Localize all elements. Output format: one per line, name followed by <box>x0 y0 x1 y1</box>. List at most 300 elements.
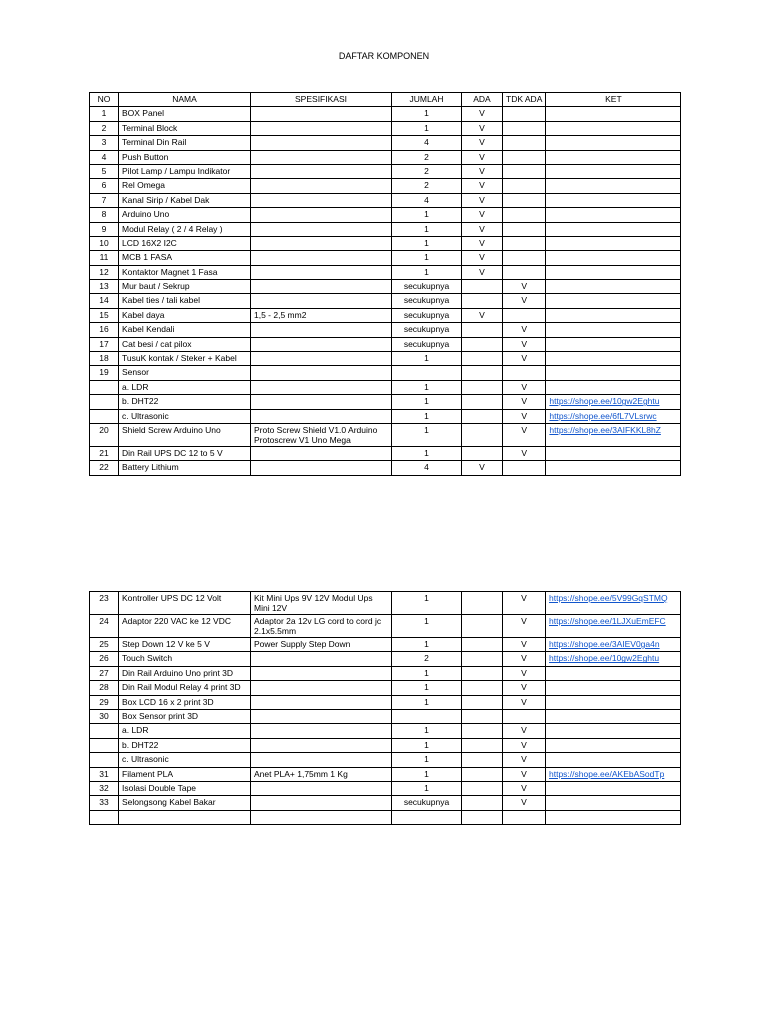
item-available <box>462 294 503 308</box>
row-number: 25 <box>90 638 119 652</box>
item-available: V <box>462 251 503 265</box>
item-available <box>462 615 503 638</box>
item-note <box>546 164 681 178</box>
item-available: V <box>462 136 503 150</box>
item-note <box>546 681 681 695</box>
item-spec <box>251 179 392 193</box>
table-row <box>90 767 681 781</box>
item-name: Terminal Din Rail <box>119 136 251 150</box>
item-note <box>546 352 681 366</box>
item-note <box>546 121 681 135</box>
table-row <box>90 446 681 460</box>
item-name: Mur baut / Sekrup <box>119 280 251 294</box>
item-name: Kontaktor Magnet 1 Fasa <box>119 265 251 279</box>
item-spec <box>251 366 392 380</box>
item-spec <box>251 280 392 294</box>
item-name: Selongsong Kabel Bakar <box>119 796 251 810</box>
item-spec <box>251 193 392 207</box>
item-note <box>546 423 681 446</box>
item-spec <box>251 409 392 423</box>
row-number: 3 <box>90 136 119 150</box>
item-not-available <box>503 251 546 265</box>
item-quantity: 1 <box>392 352 462 366</box>
item-name: c. Ultrasonic <box>119 409 251 423</box>
table-row <box>90 738 681 752</box>
item-available <box>462 781 503 795</box>
item-not-available <box>503 179 546 193</box>
item-name: Filament PLA <box>119 767 251 781</box>
item-available <box>462 366 503 380</box>
item-not-available <box>503 709 546 723</box>
item-not-available <box>503 121 546 135</box>
item-spec <box>251 724 392 738</box>
item-name: Step Down 12 V ke 5 V <box>119 638 251 652</box>
item-note <box>546 592 681 615</box>
item-name: Adaptor 220 VAC ke 12 VDC <box>119 615 251 638</box>
item-not-available <box>503 222 546 236</box>
shop-link[interactable]: https://shope.ee/1LJXuEmEFC <box>549 616 666 626</box>
item-available <box>462 753 503 767</box>
item-not-available <box>503 265 546 279</box>
item-available: V <box>462 164 503 178</box>
item-quantity: 1 <box>392 738 462 752</box>
item-spec: Anet PLA+ 1,75mm 1 Kg <box>251 767 392 781</box>
item-quantity: 1 <box>392 724 462 738</box>
item-spec: 1,5 - 2,5 mm2 <box>251 308 392 322</box>
row-number: 4 <box>90 150 119 164</box>
item-not-available: V <box>503 294 546 308</box>
shop-link[interactable]: https://shope.ee/10gw2Eghtu <box>549 653 660 664</box>
item-note <box>546 280 681 294</box>
item-available <box>462 423 503 446</box>
item-not-available: V <box>503 446 546 460</box>
table-row <box>90 251 681 265</box>
item-note <box>546 366 681 380</box>
item-spec <box>251 121 392 135</box>
header-spesifikasi: SPESIFIKASI <box>251 93 392 107</box>
item-name: BOX Panel <box>119 107 251 121</box>
header-ada: ADA <box>462 93 503 107</box>
item-quantity: 1 <box>392 208 462 222</box>
table-row <box>90 265 681 279</box>
item-name: Kabel daya <box>119 308 251 322</box>
item-not-available: V <box>503 796 546 810</box>
item-available <box>462 810 503 824</box>
item-note <box>546 738 681 752</box>
item-available <box>462 638 503 652</box>
item-note <box>546 208 681 222</box>
item-spec <box>251 681 392 695</box>
item-spec <box>251 352 392 366</box>
row-number: 22 <box>90 461 119 475</box>
item-available <box>462 796 503 810</box>
item-spec: Proto Screw Shield V1.0 Arduino Protoscrew V1 Uno Mega <box>251 423 392 446</box>
item-note <box>546 810 681 824</box>
row-number: 2 <box>90 121 119 135</box>
item-spec <box>251 753 392 767</box>
item-quantity: secukupnya <box>392 796 462 810</box>
shop-link[interactable]: https://shope.ee/AKEbASodTp <box>549 768 665 779</box>
table-row <box>90 136 681 150</box>
table-row <box>90 423 681 446</box>
item-spec: Adaptor 2a 12v LG cord to cord jc 2.1x5.5mm <box>251 615 392 638</box>
table-row <box>90 681 681 695</box>
item-note <box>546 796 681 810</box>
item-name: Kabel Kendali <box>119 323 251 337</box>
item-note <box>546 461 681 475</box>
item-spec <box>251 294 392 308</box>
item-quantity: secukupnya <box>392 280 462 294</box>
item-not-available: V <box>503 409 546 423</box>
item-quantity: 1 <box>392 592 462 615</box>
table-row <box>90 366 681 380</box>
table-row <box>90 208 681 222</box>
item-name: Battery Lithium <box>119 461 251 475</box>
item-available: V <box>462 461 503 475</box>
item-spec <box>251 652 392 666</box>
item-name: Cat besi / cat pilox <box>119 337 251 351</box>
item-spec <box>251 265 392 279</box>
header-jumlah: JUMLAH <box>392 93 462 107</box>
item-note <box>546 409 681 423</box>
item-available <box>462 738 503 752</box>
item-quantity: 1 <box>392 222 462 236</box>
item-spec <box>251 136 392 150</box>
table-row <box>90 395 681 409</box>
table-row <box>90 461 681 475</box>
item-spec <box>251 337 392 351</box>
table-row <box>90 409 681 423</box>
item-spec <box>251 796 392 810</box>
item-available: V <box>462 107 503 121</box>
item-name: TusuK kontak / Steker + Kabel <box>119 352 251 366</box>
item-quantity: 1 <box>392 446 462 460</box>
row-number: 31 <box>90 767 119 781</box>
item-quantity: 1 <box>392 666 462 680</box>
row-number: 8 <box>90 208 119 222</box>
item-note <box>546 337 681 351</box>
item-not-available: V <box>503 753 546 767</box>
item-name: Terminal Block <box>119 121 251 135</box>
item-not-available: V <box>503 724 546 738</box>
item-note <box>546 446 681 460</box>
row-number <box>90 724 119 738</box>
item-quantity: 2 <box>392 150 462 164</box>
item-spec <box>251 461 392 475</box>
item-note <box>546 265 681 279</box>
table-row <box>90 280 681 294</box>
row-number: 32 <box>90 781 119 795</box>
row-number: 29 <box>90 695 119 709</box>
row-number: 12 <box>90 265 119 279</box>
item-quantity: 4 <box>392 193 462 207</box>
item-quantity: secukupnya <box>392 308 462 322</box>
item-available <box>462 395 503 409</box>
row-number: 7 <box>90 193 119 207</box>
item-name: Shield Screw Arduino Uno <box>119 423 251 446</box>
row-number: 19 <box>90 366 119 380</box>
row-number: 30 <box>90 709 119 723</box>
row-number: 6 <box>90 179 119 193</box>
item-name: Modul Relay ( 2 / 4 Relay ) <box>119 222 251 236</box>
row-number <box>90 753 119 767</box>
row-number: 1 <box>90 107 119 121</box>
table-row <box>90 164 681 178</box>
item-note <box>546 395 681 409</box>
row-number: 18 <box>90 352 119 366</box>
item-available <box>462 352 503 366</box>
item-spec <box>251 446 392 460</box>
item-name: Isolasi Double Tape <box>119 781 251 795</box>
row-number <box>90 738 119 752</box>
item-name: Pilot Lamp / Lampu Indikator <box>119 164 251 178</box>
item-name: Kabel ties / tali kabel <box>119 294 251 308</box>
row-number: 23 <box>90 592 119 615</box>
table-row <box>90 652 681 666</box>
item-note <box>546 380 681 394</box>
row-number <box>90 409 119 423</box>
item-not-available <box>503 461 546 475</box>
shop-link[interactable]: https://shope.ee/3AIFKKL8hZ <box>549 424 661 435</box>
item-name <box>119 810 251 824</box>
table-row <box>90 709 681 723</box>
table-row <box>90 107 681 121</box>
row-number: 13 <box>90 280 119 294</box>
item-not-available <box>503 308 546 322</box>
item-quantity: 1 <box>392 380 462 394</box>
item-note <box>546 193 681 207</box>
item-name: Kanal Sirip / Kabel Dak <box>119 193 251 207</box>
item-quantity: 1 <box>392 767 462 781</box>
table-row <box>90 796 681 810</box>
row-number: 10 <box>90 236 119 250</box>
item-note <box>546 781 681 795</box>
item-note <box>546 323 681 337</box>
item-available: V <box>462 208 503 222</box>
table-row <box>90 222 681 236</box>
table-row <box>90 638 681 652</box>
table-row <box>90 193 681 207</box>
row-number: 33 <box>90 796 119 810</box>
component-table-2 <box>89 591 681 825</box>
item-not-available <box>503 150 546 164</box>
row-number <box>90 395 119 409</box>
item-spec <box>251 323 392 337</box>
item-quantity: 4 <box>392 136 462 150</box>
table-row <box>90 179 681 193</box>
table-row <box>90 294 681 308</box>
item-name: a. LDR <box>119 380 251 394</box>
header-ket: KET <box>546 93 681 107</box>
item-quantity: 1 <box>392 121 462 135</box>
header-no: NO <box>90 93 119 107</box>
item-note <box>546 724 681 738</box>
item-available: V <box>462 121 503 135</box>
item-not-available <box>503 810 546 824</box>
component-table-1 <box>89 92 681 476</box>
item-name: Box Sensor print 3D <box>119 709 251 723</box>
item-not-available: V <box>503 337 546 351</box>
item-note <box>546 652 681 666</box>
item-not-available <box>503 208 546 222</box>
item-available: V <box>462 222 503 236</box>
item-available <box>462 709 503 723</box>
item-not-available: V <box>503 323 546 337</box>
item-not-available: V <box>503 592 546 615</box>
item-name: b. DHT22 <box>119 395 251 409</box>
item-quantity: 1 <box>392 107 462 121</box>
page-title: DAFTAR KOMPONEN <box>338 51 430 61</box>
item-quantity <box>392 810 462 824</box>
row-number: 21 <box>90 446 119 460</box>
item-available <box>462 380 503 394</box>
item-not-available <box>503 193 546 207</box>
item-available: V <box>462 150 503 164</box>
item-quantity: 1 <box>392 695 462 709</box>
item-quantity: 1 <box>392 423 462 446</box>
item-not-available <box>503 136 546 150</box>
item-name: Box LCD 16 x 2 print 3D <box>119 695 251 709</box>
item-name: MCB 1 FASA <box>119 251 251 265</box>
table-row <box>90 695 681 709</box>
item-quantity <box>392 709 462 723</box>
row-number: 15 <box>90 308 119 322</box>
table-row <box>90 352 681 366</box>
shop-link[interactable]: https://shope.ee/5V99GqSTMQ <box>549 593 668 603</box>
item-note <box>546 222 681 236</box>
row-number: 11 <box>90 251 119 265</box>
table-row <box>90 337 681 351</box>
table-row <box>90 236 681 250</box>
item-name: LCD 16X2 I2C <box>119 236 251 250</box>
item-not-available: V <box>503 638 546 652</box>
row-number: 5 <box>90 164 119 178</box>
item-note <box>546 136 681 150</box>
item-available <box>462 323 503 337</box>
item-available: V <box>462 236 503 250</box>
row-number <box>90 380 119 394</box>
item-note <box>546 753 681 767</box>
row-number: 14 <box>90 294 119 308</box>
item-note <box>546 767 681 781</box>
item-not-available: V <box>503 395 546 409</box>
item-available: V <box>462 193 503 207</box>
table-row <box>90 150 681 164</box>
item-name: Touch Switch <box>119 652 251 666</box>
header-nama: NAMA <box>119 93 251 107</box>
item-spec <box>251 107 392 121</box>
item-available <box>462 337 503 351</box>
item-quantity: secukupnya <box>392 323 462 337</box>
item-spec <box>251 709 392 723</box>
item-quantity: secukupnya <box>392 294 462 308</box>
item-available <box>462 280 503 294</box>
item-note <box>546 179 681 193</box>
item-spec <box>251 695 392 709</box>
item-available <box>462 652 503 666</box>
item-not-available: V <box>503 652 546 666</box>
item-available <box>462 695 503 709</box>
item-name: Sensor <box>119 366 251 380</box>
item-available: V <box>462 308 503 322</box>
table-row <box>90 810 681 824</box>
item-available <box>462 767 503 781</box>
row-number: 28 <box>90 681 119 695</box>
item-spec <box>251 251 392 265</box>
item-name: Din Rail Arduino Uno print 3D <box>119 666 251 680</box>
item-spec <box>251 666 392 680</box>
item-note <box>546 308 681 322</box>
item-spec <box>251 738 392 752</box>
item-name: c. Ultrasonic <box>119 753 251 767</box>
item-quantity <box>392 366 462 380</box>
item-available <box>462 446 503 460</box>
item-not-available <box>503 366 546 380</box>
item-not-available: V <box>503 781 546 795</box>
shop-link[interactable]: https://shope.ee/6fL7VLsrwc <box>549 410 657 421</box>
item-name: b. DHT22 <box>119 738 251 752</box>
item-quantity: 1 <box>392 781 462 795</box>
item-not-available <box>503 107 546 121</box>
item-not-available: V <box>503 767 546 781</box>
item-available: V <box>462 265 503 279</box>
item-name: Push Button <box>119 150 251 164</box>
item-quantity: 1 <box>392 236 462 250</box>
item-not-available: V <box>503 681 546 695</box>
item-quantity: 2 <box>392 652 462 666</box>
header-tdk-ada: TDK ADA <box>503 93 546 107</box>
item-quantity: 2 <box>392 179 462 193</box>
shop-link[interactable]: https://shope.ee/10gw2Eghtu <box>549 396 660 407</box>
item-quantity: 1 <box>392 409 462 423</box>
table-row <box>90 724 681 738</box>
item-available <box>462 681 503 695</box>
item-not-available <box>503 236 546 250</box>
table-row <box>90 753 681 767</box>
row-number: 24 <box>90 615 119 638</box>
shop-link[interactable]: https://shope.ee/3AIEV0ga4n <box>549 639 660 649</box>
item-name: Din Rail Modul Relay 4 print 3D <box>119 681 251 695</box>
item-spec <box>251 236 392 250</box>
table-row <box>90 121 681 135</box>
item-available <box>462 409 503 423</box>
item-quantity: 2 <box>392 164 462 178</box>
item-not-available: V <box>503 695 546 709</box>
row-number: 20 <box>90 423 119 446</box>
table-row <box>90 323 681 337</box>
item-not-available: V <box>503 615 546 638</box>
row-number: 16 <box>90 323 119 337</box>
item-spec <box>251 781 392 795</box>
item-spec <box>251 164 392 178</box>
item-note <box>546 251 681 265</box>
item-quantity: 1 <box>392 251 462 265</box>
row-number: 9 <box>90 222 119 236</box>
item-not-available: V <box>503 738 546 752</box>
item-name: a. LDR <box>119 724 251 738</box>
row-number: 26 <box>90 652 119 666</box>
item-name: Rel Omega <box>119 179 251 193</box>
table-header-row <box>90 93 681 107</box>
item-quantity: 1 <box>392 395 462 409</box>
item-quantity: 4 <box>392 461 462 475</box>
item-quantity: 1 <box>392 753 462 767</box>
item-name: Kontroller UPS DC 12 Volt <box>119 592 251 615</box>
item-available <box>462 724 503 738</box>
item-note <box>546 236 681 250</box>
item-note <box>546 666 681 680</box>
table-row <box>90 308 681 322</box>
